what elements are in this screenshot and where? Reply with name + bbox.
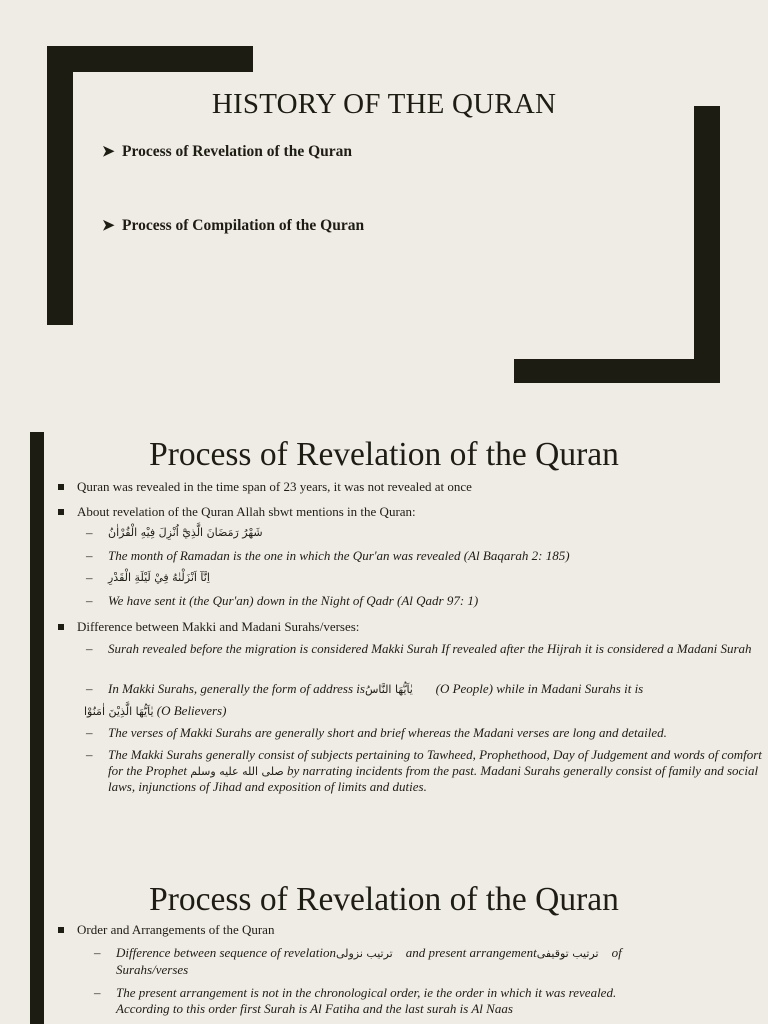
- sub-ramadan-translation: – The month of Ramadan is the one in which the Qur'an was revealed (Al Baqarah 2: 185): [86, 548, 570, 563]
- sub-sequence-difference: – Difference between sequence of revelationترتيب نزولى and present arrangementترتيب توقيفى of Surahs/verses: [94, 945, 622, 977]
- bullet-compilation: [102, 216, 364, 235]
- arrow-bullet-icon: ➤: [102, 218, 115, 234]
- square-bullet-icon: [58, 509, 64, 515]
- sub-migration: – Surah revealed before the migration is considered Makki Surah If revealed after the Hijrah it is considered a Madani Surah: [86, 641, 752, 656]
- sub-short-verses: – The verses of Makki Surahs are generally short and brief whereas the Madani verses are long and detailed.: [86, 725, 667, 740]
- square-bullet-icon: [58, 484, 64, 490]
- slide-order: [0, 865, 768, 1024]
- slide-title: [0, 0, 768, 410]
- bullet-text: Process of Compilation of the Quran: [122, 216, 365, 234]
- slide-heading: Process of Revelation of the Quran: [149, 881, 619, 918]
- bullet-order-arrangement: Order and Arrangements of the Quran: [58, 922, 758, 938]
- bullet-makki-madani: Difference between Makki and Madani Surahs/verses:: [58, 619, 758, 635]
- left-accent-bar: [30, 432, 44, 865]
- slide-heading: Process of Revelation of the Quran: [149, 436, 619, 473]
- frame-top-left-horizontal: [47, 46, 253, 72]
- frame-bottom-right-horizontal: [514, 359, 720, 383]
- sub-form-of-address-cont: يٰاَيُّهَا الَّذِيْنَ اٰمَنُوْا (O Believers): [84, 703, 227, 718]
- arrow-bullet-icon: ➤: [102, 144, 115, 160]
- square-bullet-icon: [58, 927, 64, 933]
- sub-arabic-ramadan: – شَهْرُ رَمَضَانَ الَّذِيْٓ اُنْزِلَ فِيْهِ الْقُرْاٰنُ: [86, 525, 263, 540]
- sub-qadr-translation: – We have sent it (the Qur'an) down in the Night of Qadr (Al Qadr 97: 1): [86, 593, 479, 608]
- bullet-text: Process of Revelation of the Quran: [122, 142, 353, 160]
- sub-present-arrangement: – The present arrangement is not in the chronological order, ie the order in which it was revealed. According to this order first Surah is Al Fatiha and the last surah is Al Naas: [94, 985, 617, 1016]
- frame-bottom-right-vertical: [694, 106, 720, 383]
- bullet-time-span: Quran was revealed in the time span of 23 years, it was not revealed at once: [58, 479, 758, 495]
- sub-subjects: – The Makki Surahs generally consist of subjects pertaining to Tawheed, Prophethood, Day of Judgement and words of comfort for the Prophet صلى الله عليه وسلم by narrating incidents from the past. Madani Surahs generally consist of family and social laws, injunctions of Jihad and exposition of limits and duties.: [86, 747, 762, 794]
- square-bullet-icon: [58, 624, 64, 630]
- sub-form-of-address: – In Makki Surahs, generally the form of address isيٰاَيُّهَا النَّاسُ (O People) while in Madani Surahs it is: [86, 681, 644, 696]
- sub-arabic-qadr: – اِنَّآ اَنْزَلْنٰهُ فِيْ لَيْلَةِ الْقَدْرِ: [86, 570, 210, 585]
- bullet-revelation: [102, 142, 352, 161]
- bullet-about-revelation: About revelation of the Quran Allah sbwt mentions in the Quran:: [58, 504, 758, 520]
- slide-revelation: [0, 410, 768, 865]
- presentation-title: HISTORY OF THE QURAN: [211, 88, 557, 120]
